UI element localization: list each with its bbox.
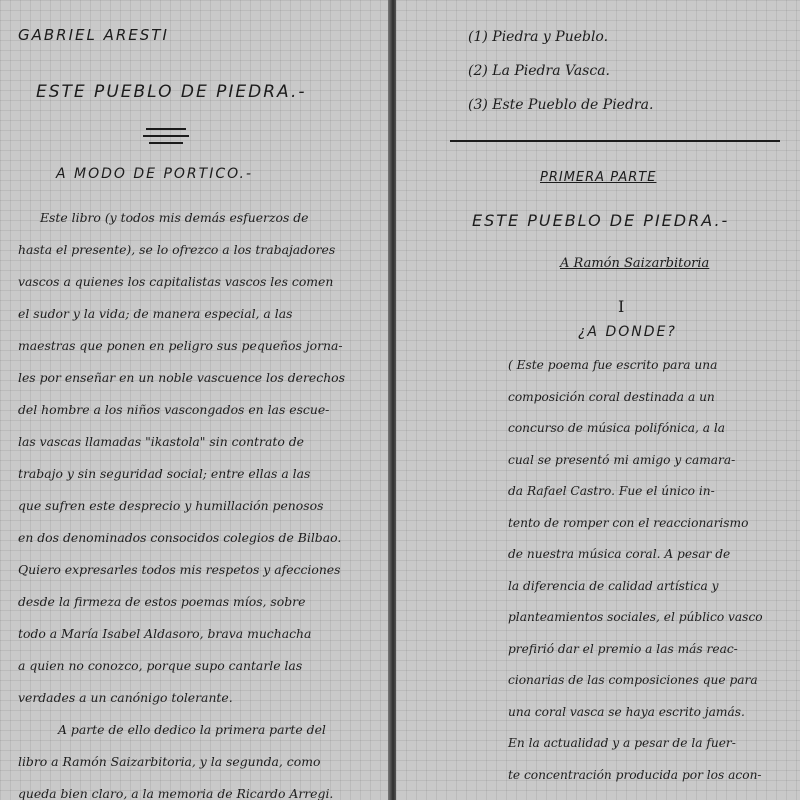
text-line: desde la firmeza de estos poemas míos, sobre xyxy=(18,594,306,609)
text-line: prefirió dar el premio a las más reac- xyxy=(508,641,738,656)
text-line: planteamientos sociales, el público vasco xyxy=(508,610,763,624)
author-name: GABRIEL ARESTI xyxy=(18,26,169,44)
contents-item: (2) La Piedra Vasca. xyxy=(468,63,611,79)
text-line: verdades a un canónigo tolerante. xyxy=(18,690,233,705)
contents-list xyxy=(430,20,782,122)
text-line: ( Este poema fue escrito para una xyxy=(508,358,718,372)
text-line: el sudor y la vida; de manera especial, a las xyxy=(18,306,293,321)
text-line: queda bien claro, a la memoria de Ricardo Arregi. xyxy=(18,786,334,800)
text-line: en dos denominados consocidos colegios de Bilbao. xyxy=(18,530,342,545)
part-title: ESTE PUEBLO DE PIEDRA.- xyxy=(472,211,730,230)
text-line: da Rafael Castro. Fue el único in- xyxy=(508,484,715,498)
text-line: cual se presentó mi amigo y camara- xyxy=(508,452,736,467)
text-line: que sufren este desprecio y humillación penosos xyxy=(18,498,324,513)
title-ornament xyxy=(146,128,186,144)
text-line: trabajo y sin seguridad social; entre ellas a las xyxy=(18,466,311,481)
text-line: maestras que ponen en peligro sus pequeños jorna- xyxy=(18,338,343,353)
text-line: En la actualidad y a pesar de la fuer- xyxy=(508,736,736,750)
poem-note-text xyxy=(430,350,782,791)
text-line: a quien no conozco, porque supo cantarle las xyxy=(18,658,303,673)
text-line: de nuestra música coral. A pesar de xyxy=(508,547,731,561)
contents-item: (1) Piedra y Pueblo. xyxy=(468,29,609,45)
text-line: A parte de ello dedico la primera parte del xyxy=(58,722,326,737)
text-line: todo a María Isabel Aldasoro, brava muchacha xyxy=(18,626,312,641)
text-line: la diferencia de calidad artística y xyxy=(508,578,719,593)
poem-number: I xyxy=(618,297,625,316)
text-line: del hombre a los niños vascongados en las escue- xyxy=(18,402,330,417)
text-line: Quiero expresarles todos mis respetos y afecciones xyxy=(18,562,341,577)
poem-title: ¿A DONDE? xyxy=(578,324,677,340)
right-page xyxy=(396,0,800,800)
divider-rule xyxy=(450,140,780,142)
text-line: una coral vasca se haya escrito jamás. xyxy=(508,704,745,719)
text-line: hasta el presente), se lo ofrezco a los trabajadores xyxy=(18,242,336,257)
text-line: composición coral destinada a un xyxy=(508,389,715,404)
text-line: vascos a quienes los capitalistas vascos les comen xyxy=(18,274,334,289)
text-line: les por enseñar en un noble vascuence los derechos xyxy=(18,370,346,385)
text-line: tento de romper con el reaccionarismo xyxy=(508,515,749,530)
dedication: A Ramón Saizarbitoria xyxy=(560,256,710,271)
contents-item: (3) Este Pueblo de Piedra. xyxy=(468,97,654,113)
portico-text xyxy=(18,202,370,800)
text-line: cionarias de las composiciones que para xyxy=(508,673,758,687)
portico-heading: A MODO DE PORTICO.- xyxy=(56,166,254,182)
text-line: te concentración producida por los acon- xyxy=(508,767,762,782)
part-heading: PRIMERA PARTE xyxy=(540,170,657,185)
left-page xyxy=(0,0,390,800)
book-title: ESTE PUEBLO DE PIEDRA.- xyxy=(36,82,307,102)
text-line: las vascas llamadas "ikastola" sin contrato de xyxy=(18,434,304,449)
text-line: libro a Ramón Saizarbitoria, y la segunda, como xyxy=(18,754,321,769)
text-line: Este libro (y todos mis demás esfuerzos de xyxy=(40,210,309,225)
text-line: concurso de música polifónica, a la xyxy=(508,421,726,435)
